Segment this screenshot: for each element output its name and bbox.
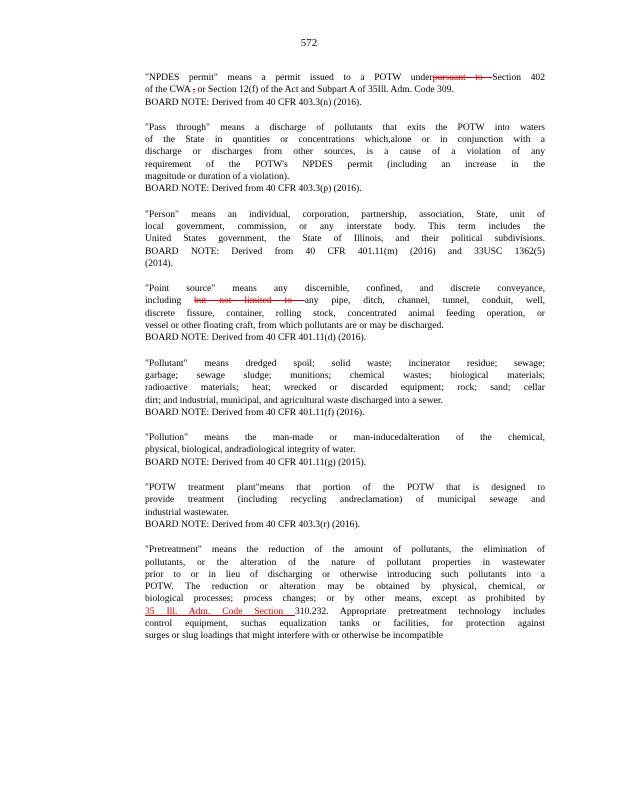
definition-line [145, 382, 545, 394]
struck-text: pursuant to [432, 72, 493, 83]
text-run: radioactive materials; heat; wrecked or discarded equipment; rock; sand; cellar [145, 382, 545, 394]
definition-line [145, 221, 545, 233]
board-note: BOARD NOTE: Derived from 40 CFR 403.3(r) (2016). [145, 518, 361, 530]
text-run: "Pass through" means a discharge of pollutants that exits the POTW into waters [145, 121, 545, 133]
text-run: POTW. The reduction or alteration may be obtained by physical, chemical, or [145, 581, 545, 593]
text-run: "Pretreatment" means the reduction of the amount of pollutants, the elimination of [145, 544, 545, 556]
text-run: industrial wastewater. [145, 506, 229, 518]
definition-line [145, 606, 545, 618]
definition-line [145, 494, 545, 506]
text-run: discrete fissure, container, rolling stock, concentrated animal feeding operation, or [145, 307, 545, 319]
text-run: "NPDES permit" means a permit issued to a POTW under [145, 72, 433, 83]
board-note: BOARD NOTE: Derived from 40 CFR 401.11(f) (2016). [145, 406, 365, 418]
text-run: pollutants, or the alteration of the nature of pollutant properties in wastewater [145, 556, 545, 568]
definition-line [145, 358, 545, 370]
document-body [145, 72, 545, 656]
definition-line [145, 593, 545, 605]
text-run: garbage; sewage sludge; munitions; chemical wastes; biological materials; [145, 369, 545, 381]
definition-entry [145, 358, 545, 419]
definition-line [145, 482, 545, 494]
definition-line [145, 209, 545, 221]
definition-line [145, 72, 545, 84]
definition-line [145, 283, 545, 295]
text-run: or Section 12(f) of the Act and Subpart A of 35Ill. Adm. Code 309. [195, 84, 454, 96]
definition-line [145, 159, 545, 171]
inserted-text: 35 Ill. Adm. Code Section [145, 605, 295, 617]
text-run: discharge or discharges from other sources, is a cause of a violation of any [145, 146, 545, 158]
board-note: BOARD NOTE: Derived from 40 CFR 403.3(p) (2016). [145, 183, 362, 195]
definition-line [145, 233, 545, 245]
text-run: surges or slug loadings that might interfere with or otherwise be incompatible [145, 630, 443, 642]
definition-line [145, 507, 545, 519]
definition-line [145, 618, 545, 630]
definition-entry [145, 209, 545, 270]
text-run: biological processes; process changes; or by other means, except as prohibited by [145, 593, 545, 605]
definition-line [145, 544, 545, 556]
text-run: including [145, 295, 195, 307]
text-run: control equipment, suchas equalization tanks or facilities, for protection against [145, 617, 545, 629]
text-run: magnitude or duration of a violation). [145, 171, 290, 183]
text-run: physical, biological, andradiological integrity of water. [145, 444, 356, 456]
definition-line [145, 370, 545, 382]
struck-text: but not limited to [194, 295, 305, 307]
definition-line [145, 122, 545, 134]
board-note: BOARD NOTE: Derived from 40 CFR 401.11(d) (2016). [145, 332, 367, 344]
definition-entry [145, 122, 545, 196]
definition-line [145, 146, 545, 158]
definition-line [145, 84, 545, 96]
definition-entry [145, 432, 545, 469]
text-run: 310.232. Appropriate pretreatment technology includes [295, 605, 545, 617]
text-run: of the State in quantities or concentrations which,alone or in conjunction with a [145, 134, 545, 146]
text-run: "Point source" means any discernible, confined, and discrete conveyance, [145, 283, 545, 295]
definition-line [145, 557, 545, 569]
definition-line [145, 295, 545, 307]
text-run: requirement of the POTW's NPDES permit (including an increase in the [145, 158, 545, 170]
text-run: vessel or other floating craft, from which pollutants are or may be discharged. [145, 320, 444, 332]
definition-line [145, 134, 545, 146]
definition-line [145, 444, 545, 456]
text-run: "Pollution" means the man-made or man-inducedalteration of the chemical, [145, 432, 545, 444]
text-run: (2014). [145, 257, 173, 269]
definition-entry [145, 72, 545, 109]
text-run: prior to or in lieu of discharging or otherwise introducing such pollutants into a [145, 568, 545, 580]
board-note: BOARD NOTE: Derived from 40 CFR 401.11(g) (2015). [145, 456, 367, 468]
text-run: Section 402 [492, 72, 545, 83]
definition-entry [145, 544, 545, 642]
definition-line [145, 432, 545, 444]
text-run: BOARD NOTE: Derived from 40 CFR 401.11(m) (2016) and 33USC 1362(5) [145, 245, 545, 257]
board-note: BOARD NOTE: Derived from 40 CFR 403.3(n) (2016). [145, 96, 362, 108]
text-run: "Person" means an individual, corporation, partnership, association, State, unit of [145, 208, 545, 220]
definition-line [145, 246, 545, 258]
definition-line [145, 569, 545, 581]
definition-line [145, 320, 545, 332]
text-run: United States government, the State of Illinois, and their political subdivisions. [145, 233, 545, 245]
definition-line [145, 630, 545, 642]
definition-entry [145, 283, 545, 344]
text-run: provide treatment (including recycling andreclamation) of municipal sewage and [145, 494, 545, 506]
text-run: "Pollutant" means dredged spoil; solid waste; incinerator residue; sewage; [145, 357, 545, 369]
struck-text: , [192, 84, 196, 96]
page-number: 572 [300, 37, 318, 49]
text-run: of the CWA [145, 84, 193, 96]
definition-line [145, 395, 545, 407]
text-run: local government, commission, or any interstate body. This term includes the [145, 220, 545, 232]
definition-line [145, 581, 545, 593]
text-run: "POTW treatment plant"means that portion of the POTW that is designed to [145, 482, 545, 494]
text-run: any pipe, ditch, channel, tunnel, conduit, well, [304, 295, 545, 307]
definition-line [145, 171, 545, 183]
definition-line [145, 308, 545, 320]
definition-entry [145, 482, 545, 531]
definition-line [145, 258, 545, 270]
text-run: dirt; and industrial, municipal, and agricultural waste discharged into a sewer. [145, 394, 443, 406]
